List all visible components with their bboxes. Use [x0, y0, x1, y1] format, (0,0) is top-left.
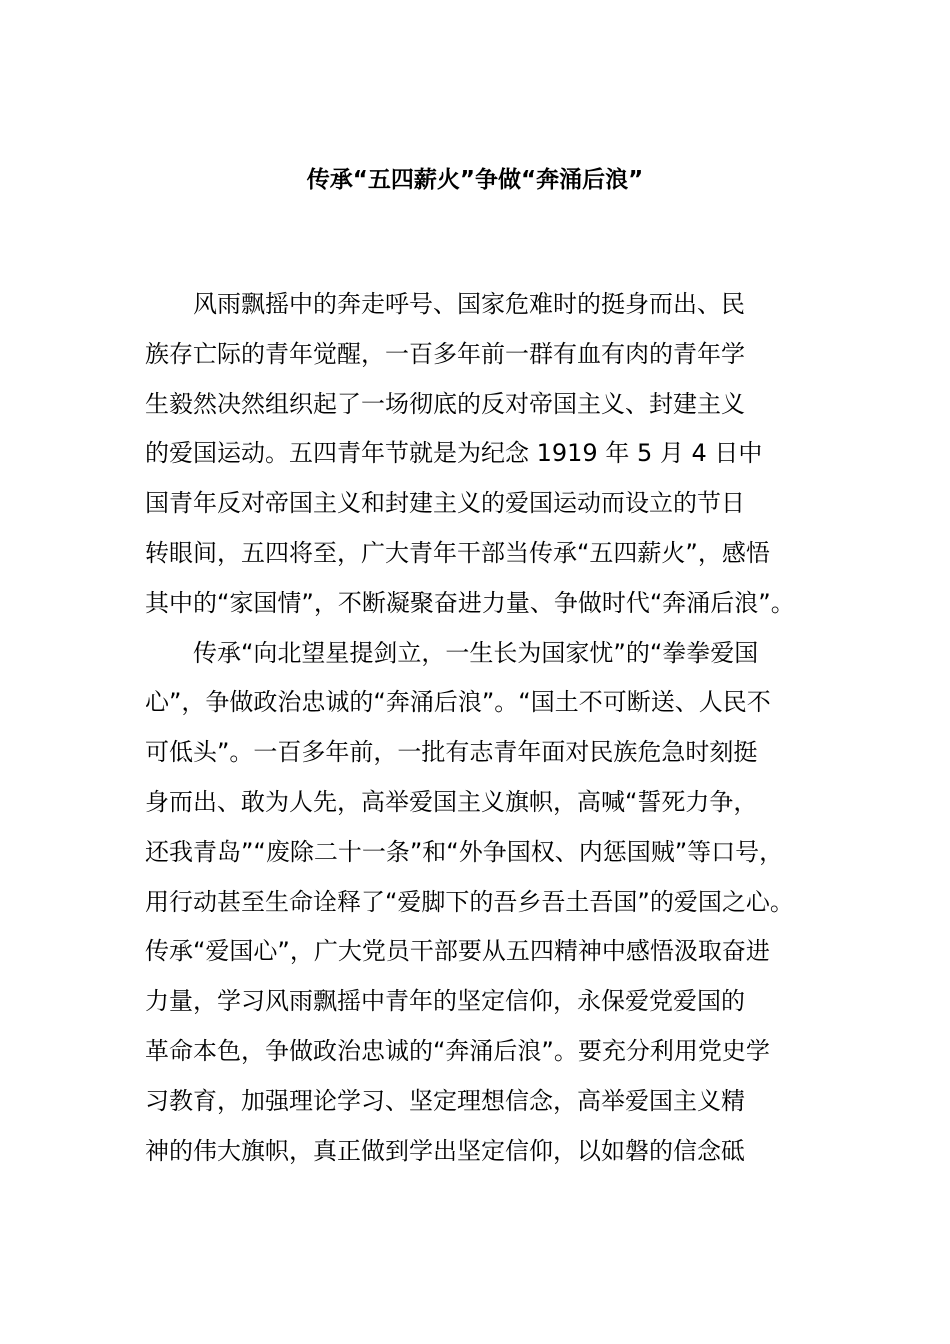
paragraph-2-line-9: 革命本色，争做政治忠诚的“奔涌后浪”。要充分利用党史学	[145, 1036, 770, 1065]
paragraph-1-line-5: 国青年反对帝国主义和封建主义的爱国运动而设立的节日	[145, 489, 745, 518]
document-title: 传承“五四薪火”争做“奔涌后浪”	[306, 167, 644, 193]
paragraph-2-line-5: 还我青岛”“废除二十一条”和“外争国权、内惩国贼”等口号，	[145, 837, 784, 866]
paragraph-2-line-4: 身而出、敢为人先，高举爱国主义旗帜，高喊“誓死力争，	[145, 787, 758, 816]
paragraph-2-line-1: 传承“向北望星提剑立，一生长为国家忧”的“拳拳爱国	[193, 638, 759, 667]
paragraph-1-line-7: 其中的“家国情”，不断凝聚奋进力量、争做时代“奔涌后浪”。	[145, 588, 795, 617]
paragraph-2-line-6: 用行动甚至生命诠释了“爱脚下的吾乡吾土吾国”的爱国之心。	[145, 887, 794, 916]
paragraph-2-line-10: 习教育，加强理论学习、坚定理想信念，高举爱国主义精	[145, 1086, 745, 1115]
paragraph-1-line-4: 的爱国运动。五四青年节就是为纪念 1919 年 5 月 4 日中	[145, 439, 763, 468]
paragraph-2-line-2: 心”，争做政治忠诚的“奔涌后浪”。“国土不可断送、人民不	[145, 688, 771, 717]
paragraph-2-line-8: 力量，学习风雨飘摇中青年的坚定信仰，永保爱党爱国的	[145, 987, 745, 1016]
paragraph-2-line-7: 传承“爱国心”，广大党员干部要从五四精神中感悟汲取奋进	[145, 937, 770, 966]
paragraph-2-line-3: 可低头”。一百多年前，一批有志青年面对民族危急时刻挺	[145, 738, 758, 767]
paragraph-2-line-11: 神的伟大旗帜，真正做到学出坚定信仰，以如磐的信念砥	[145, 1136, 745, 1165]
paragraph-1-line-2: 族存亡际的青年觉醒，一百多年前一群有血有肉的青年学	[145, 339, 745, 368]
paragraph-1-line-6: 转眼间，五四将至，广大青年干部当传承“五四薪火”，感悟	[145, 538, 770, 567]
paragraph-1-line-3: 生毅然决然组织起了一场彻底的反对帝国主义、封建主义	[145, 389, 745, 418]
paragraph-1-line-1: 风雨飘摇中的奔走呼号、国家危难时的挺身而出、民	[193, 290, 745, 318]
document-body	[145, 280, 807, 1176]
